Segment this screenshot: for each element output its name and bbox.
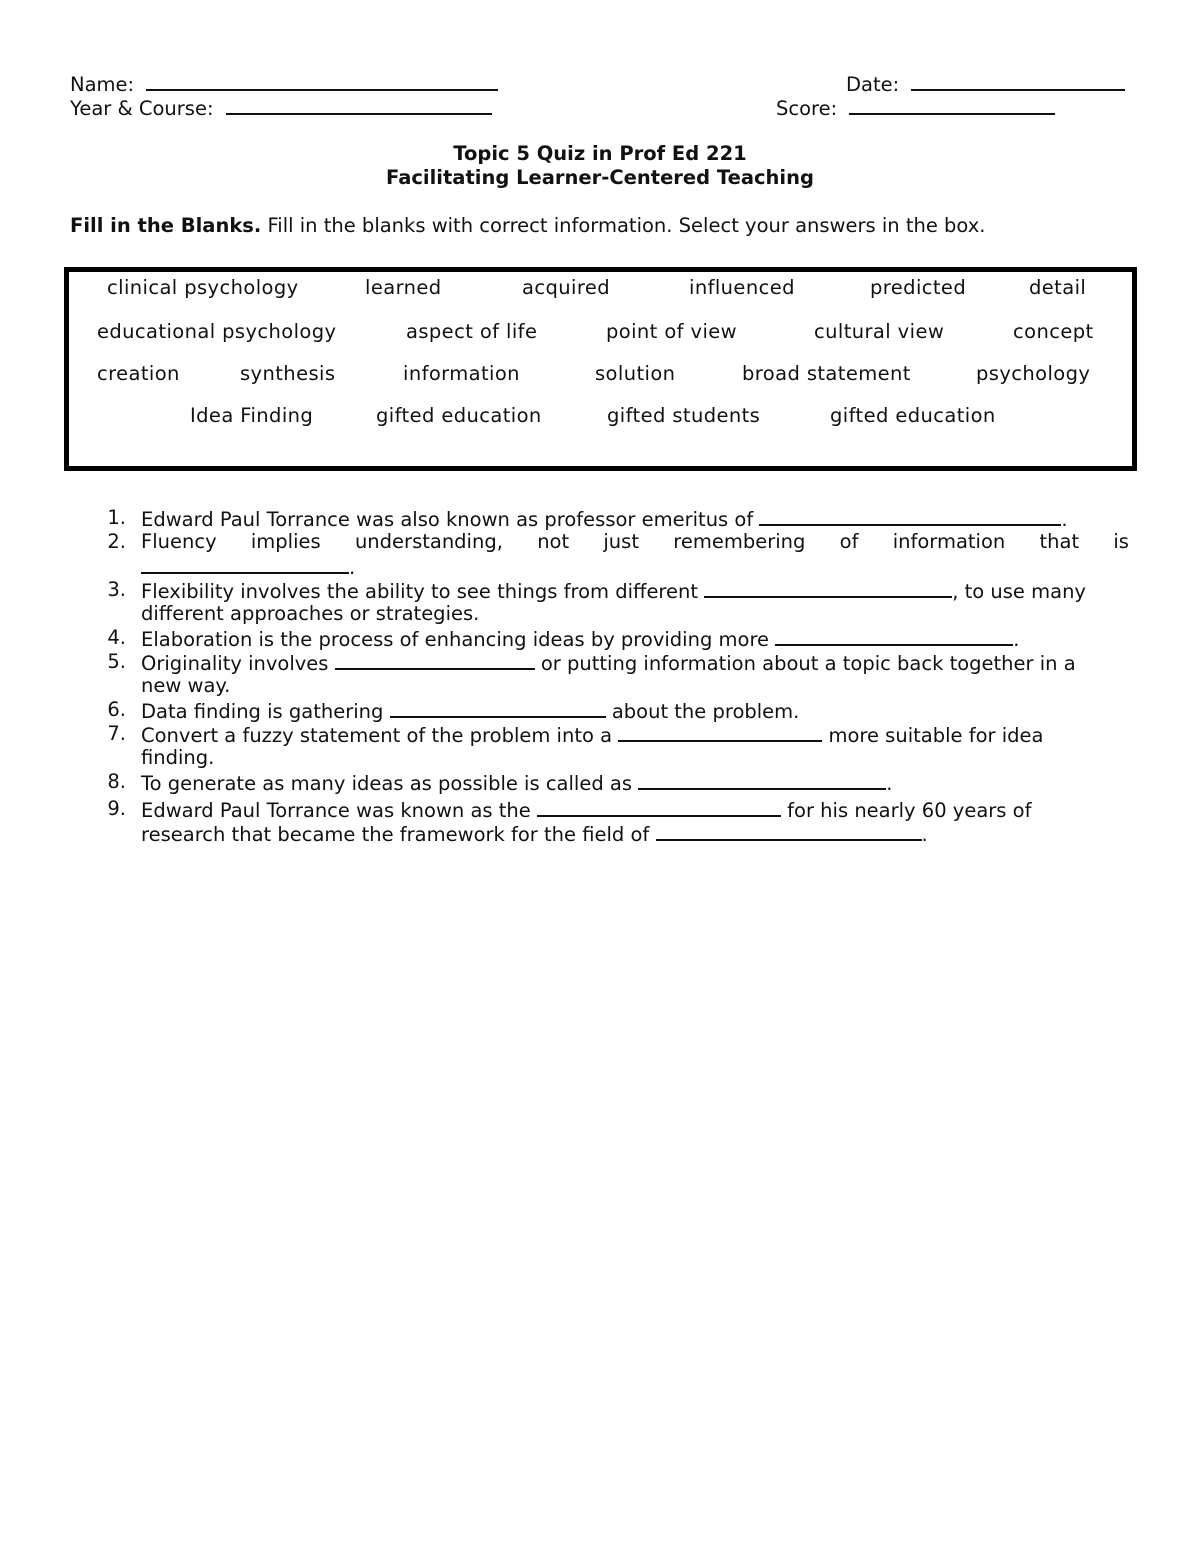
question-word: that	[1039, 530, 1080, 553]
question-number: 8.	[107, 770, 126, 793]
word-bank-item: educational psychology	[97, 320, 337, 343]
question-number: 5.	[107, 650, 126, 673]
question-9-continued	[141, 821, 928, 847]
answer-blank[interactable]	[704, 578, 952, 598]
question-word: of	[839, 530, 859, 553]
score-label: Score:	[776, 97, 838, 120]
word-bank-item: gifted education	[830, 404, 996, 427]
word-bank-item: aspect of life	[406, 320, 538, 343]
question-text: or putting information about a topic back together in a	[540, 652, 1076, 675]
word-bank-item: learned	[365, 276, 442, 299]
word-bank-item: psychology	[976, 362, 1091, 385]
answer-blank[interactable]	[537, 797, 781, 817]
word-bank-item: detail	[1029, 276, 1087, 299]
word-bank-item: Idea Finding	[190, 404, 314, 427]
question-text: research that became the framework for the field of	[141, 823, 650, 846]
question-8	[141, 770, 892, 796]
course-title: Facilitating Learner-Centered Teaching	[386, 166, 814, 189]
instructions-heading: Fill in the Blanks.	[70, 214, 262, 237]
question-text: .	[1013, 628, 1020, 651]
question-number: 1.	[107, 506, 126, 529]
answer-blank[interactable]	[390, 698, 606, 718]
word-bank-item: synthesis	[240, 362, 336, 385]
question-text: Edward Paul Torrance was known as the	[141, 799, 531, 822]
word-bank-item: information	[403, 362, 520, 385]
question-word: understanding,	[354, 530, 503, 553]
date-label: Date:	[846, 73, 900, 96]
question-number: 7.	[107, 722, 126, 745]
answer-blank[interactable]	[618, 722, 822, 742]
question-text: Flexibility involves the ability to see things from different	[141, 580, 699, 603]
year-course-label: Year & Course:	[70, 97, 214, 120]
date-blank[interactable]	[911, 71, 1125, 91]
question-word: just	[603, 530, 639, 553]
question-7-continued: finding.	[141, 746, 215, 769]
answer-blank[interactable]	[335, 650, 535, 670]
word-bank-item: solution	[595, 362, 676, 385]
question-text: .	[1061, 508, 1068, 531]
answer-blank[interactable]	[638, 770, 886, 790]
question-word: information	[892, 530, 1006, 553]
question-text: Convert a fuzzy statement of the problem into a	[141, 724, 613, 747]
instructions	[70, 214, 986, 238]
question-text: for his nearly 60 years of	[787, 799, 1032, 822]
name-blank[interactable]	[146, 71, 498, 91]
year-course-blank[interactable]	[226, 95, 492, 115]
question-text: Data finding is gathering	[141, 700, 384, 723]
word-bank-item: concept	[1013, 320, 1094, 343]
answer-blank[interactable]	[759, 506, 1061, 526]
question-word: implies	[250, 530, 321, 553]
question-1	[141, 506, 1068, 532]
date-field-row	[846, 71, 1125, 97]
score-blank[interactable]	[849, 95, 1055, 115]
question-word: remembering	[673, 530, 806, 553]
word-bank-item: gifted education	[376, 404, 542, 427]
question-word: not	[537, 530, 570, 553]
question-3-continued: different approaches or strategies.	[141, 602, 480, 625]
word-bank-item: predicted	[870, 276, 967, 299]
question-text: .	[921, 823, 928, 846]
question-4	[141, 626, 1019, 652]
question-text: .	[886, 772, 893, 795]
question-number: 4.	[107, 626, 126, 649]
answer-blank[interactable]	[656, 821, 922, 841]
question-number: 3.	[107, 578, 126, 601]
answer-blank[interactable]	[141, 554, 349, 574]
question-text: Elaboration is the process of enhancing ideas by providing more	[141, 628, 770, 651]
question-word: Fluency	[141, 530, 217, 553]
year-course-field-row	[70, 95, 492, 121]
score-field-row	[776, 95, 1055, 121]
question-7	[141, 722, 1043, 748]
word-bank-item: gifted students	[607, 404, 761, 427]
instructions-text: Fill in the blanks with correct information. Select your answers in the box.	[261, 214, 986, 237]
name-field-row	[70, 71, 498, 97]
quiz-title: Topic 5 Quiz in Prof Ed 221	[453, 142, 747, 165]
question-number: 9.	[107, 797, 126, 820]
word-bank-item: acquired	[522, 276, 610, 299]
question-number: 6.	[107, 698, 126, 721]
word-bank-item: cultural view	[814, 320, 945, 343]
question-6	[141, 698, 799, 724]
word-bank-item: influenced	[689, 276, 795, 299]
question-text: more suitable for idea	[828, 724, 1044, 747]
question-number: 2.	[107, 530, 126, 553]
question-text: Edward Paul Torrance was also known as professor emeritus of	[141, 508, 754, 531]
question-5	[141, 650, 1076, 676]
word-bank-item: clinical psychology	[107, 276, 299, 299]
question-9	[141, 797, 1031, 823]
question-text: , to use many	[952, 580, 1086, 603]
name-label: Name:	[70, 73, 135, 96]
question-word: is	[1113, 530, 1129, 553]
question-2-continued	[141, 554, 355, 580]
word-bank-item: creation	[97, 362, 180, 385]
question-text: To generate as many ideas as possible is called as	[141, 772, 633, 795]
word-bank-item: broad statement	[742, 362, 911, 385]
answer-blank[interactable]	[775, 626, 1013, 646]
question-text: Originality involves	[141, 652, 329, 675]
question-text: .	[349, 556, 356, 579]
question-5-continued: new way.	[141, 674, 231, 697]
question-2	[141, 530, 1129, 554]
question-text: about the problem.	[611, 700, 800, 723]
question-3	[141, 578, 1086, 604]
word-bank-item: point of view	[606, 320, 738, 343]
